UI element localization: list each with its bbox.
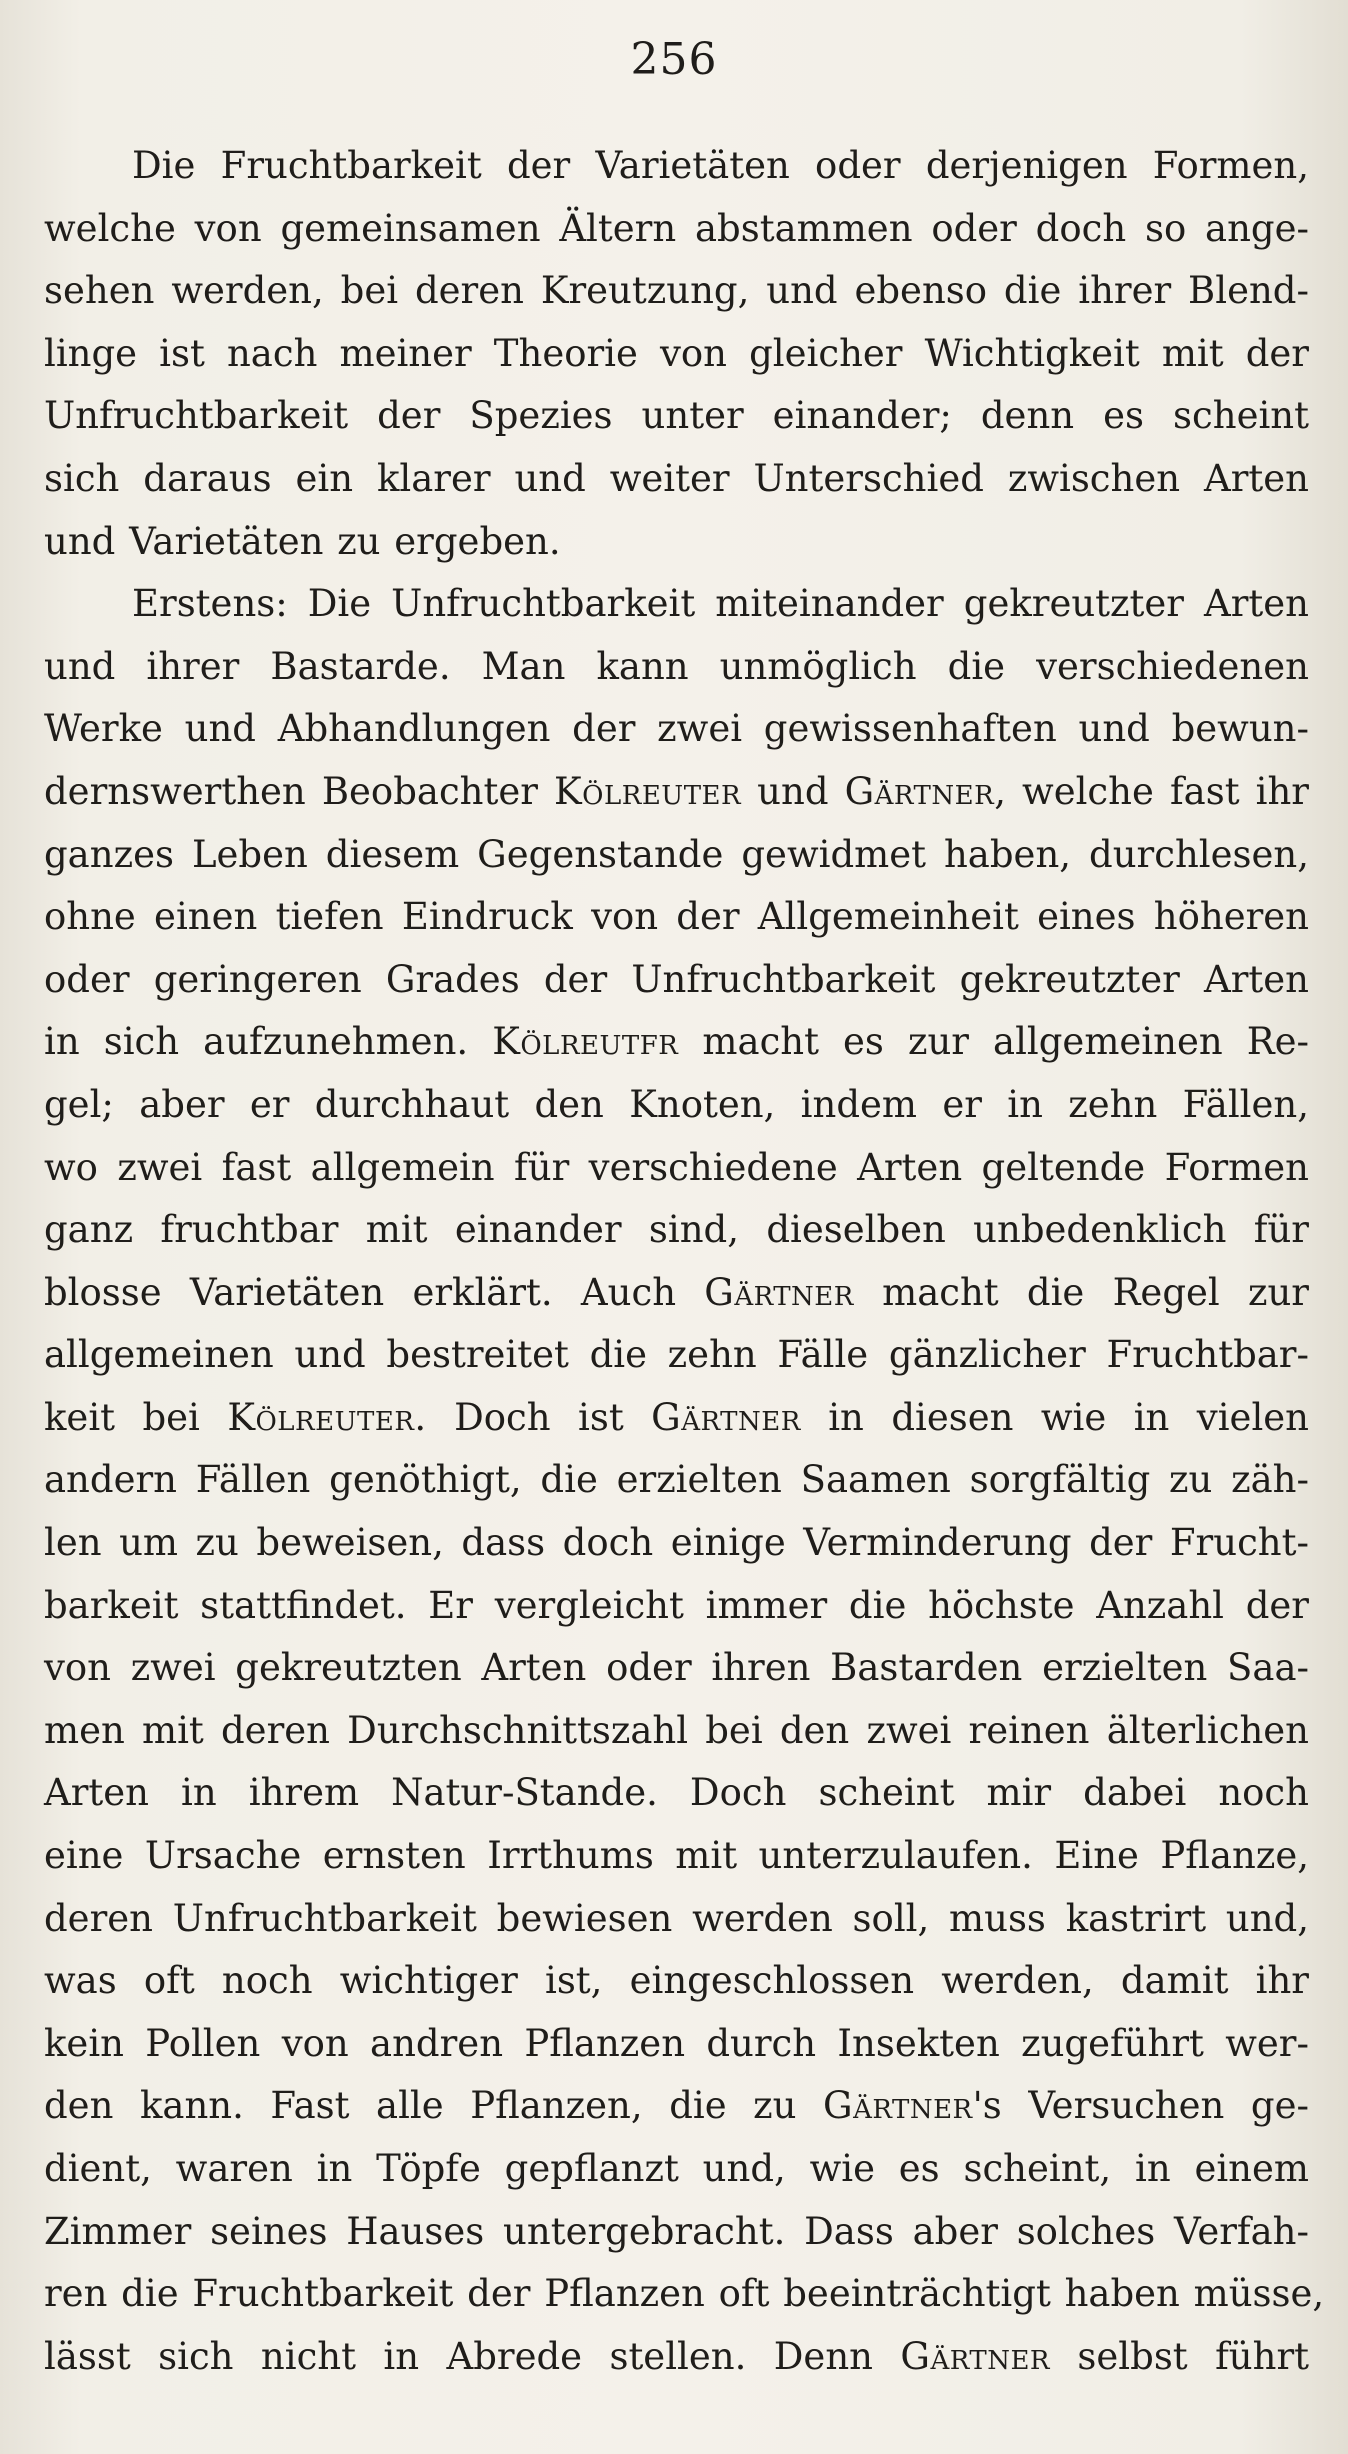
text-line: und Varietäten zu ergeben. [44, 519, 561, 563]
text-line: ohne einen tiefen Eindruck von der Allgemeinheit eines höheren [44, 895, 1309, 939]
text-line: Werke und Abhandlungen der zwei gewissenhaften und bewun- [44, 707, 1309, 751]
text-line: sehen werden, bei deren Kreutzung, und ebenso die ihrer Blend- [44, 269, 1309, 313]
text-line: ganzes Leben diesem Gegenstande gewidmet haben, durchlesen, [44, 832, 1309, 876]
author-name: Kölreutfr [492, 1020, 679, 1064]
text-line: was oft noch wichtiger ist, eingeschlossen werden, damit ihr [44, 1959, 1309, 2003]
author-name: Gärtner [704, 1270, 854, 1314]
text-line: lässt sich nicht in Abrede stellen. Denn Gärtner selbst führt [44, 2334, 1309, 2378]
text-line: dient, waren in Töpfe gepflanzt und, wie es scheint, in einem [44, 2147, 1309, 2190]
text-line: und ihrer Bastarde. Man kann unmöglich die verschiedenen [44, 644, 1309, 688]
text-line: allgemeinen und bestreitet die zehn Fälle gänzlicher Fruchtbar- [44, 1333, 1309, 1377]
page-number: 256 [630, 34, 718, 85]
text-line: barkeit stattfindet. Er vergleicht immer die höchste Anzahl der [44, 1583, 1309, 1627]
text-line: ren die Fruchtbarkeit der Pflanzen oft beeinträchtigt haben müsse, [44, 2272, 1325, 2316]
author-name: Kölreuter. [227, 1395, 427, 1439]
text-line: gel; aber er durchhaut den Knoten, indem er in zehn Fällen, [44, 1082, 1309, 1126]
text-line: dernswerthen Beobachter Kölreuter und Gärtner, welche fast ihr [44, 769, 1309, 813]
text-line: sich daraus ein klarer und weiter Unterschied zwischen Arten [44, 456, 1309, 500]
author-name: Gärtner [651, 1395, 801, 1439]
text-line: von zwei gekreutzten Arten oder ihren Bastarden erzielten Saa- [44, 1646, 1309, 1690]
text-line: Unfruchtbarkeit der Spezies unter einander; denn es scheint [44, 394, 1309, 438]
text-line: keit bei Kölreuter. Doch ist Gärtner in diesen wie in vielen [44, 1395, 1310, 1439]
author-name: Gärtner [823, 2084, 973, 2128]
text-line: den kann. Fast alle Pflanzen, die zu Gärtner's Versuchen ge- [44, 2084, 1309, 2128]
text-line: linge ist nach meiner Theorie von gleicher Wichtigkeit mit der [44, 331, 1309, 375]
text-line: oder geringeren Grades der Unfruchtbarkeit gekreutzter Arten [44, 957, 1309, 1001]
text-line: kein Pollen von andren Pflanzen durch Insekten zugeführt wer- [44, 2021, 1309, 2065]
text-line: blosse Varietäten erklärt. Auch Gärtner macht die Regel zur [44, 1270, 1309, 1314]
text-line: deren Unfruchtbarkeit bewiesen werden soll, muss kastrirt und, [44, 1896, 1309, 1940]
text-line: andern Fällen genöthigt, die erzielten Saamen sorgfältig zu zäh- [44, 1458, 1309, 1502]
author-name: Gärtner [900, 2334, 1051, 2378]
author-name: Gärtner [844, 769, 995, 813]
text-line: ganz fruchtbar mit einander sind, dieselben unbedenklich für [44, 1208, 1309, 1252]
text-line: Arten in ihrem Natur-Stande. Doch scheint mir dabei noch [44, 1771, 1309, 1815]
body-text [44, 135, 1325, 2388]
text-line: welche von gemeinsamen Ältern abstammen oder doch so ange- [44, 206, 1309, 250]
text-line: len um zu beweisen, dass doch einige Verminderung der Frucht- [44, 1521, 1309, 1565]
text-line: wo zwei fast allgemein für verschiedene Arten geltende Formen [44, 1145, 1309, 1189]
text-line: Zimmer seines Hauses untergebracht. Dass aber solches Verfah- [44, 2209, 1309, 2253]
text-line: Die Fruchtbarkeit der Varietäten oder derjenigen Formen, [132, 144, 1309, 187]
author-name: Kölreuter [554, 769, 742, 813]
text-line: Erstens: Die Unfruchtbarkeit miteinander gekreutzter Arten [132, 582, 1309, 626]
text-line: men mit deren Durchschnittszahl bei den zwei reinen älterlichen [44, 1708, 1309, 1752]
text-line: in sich aufzunehmen. Kölreutfr macht es zur allgemeinen Re- [44, 1020, 1310, 1064]
text-line: eine Ursache ernsten Irrthums mit unterzulaufen. Eine Pflanze, [44, 1834, 1309, 1878]
